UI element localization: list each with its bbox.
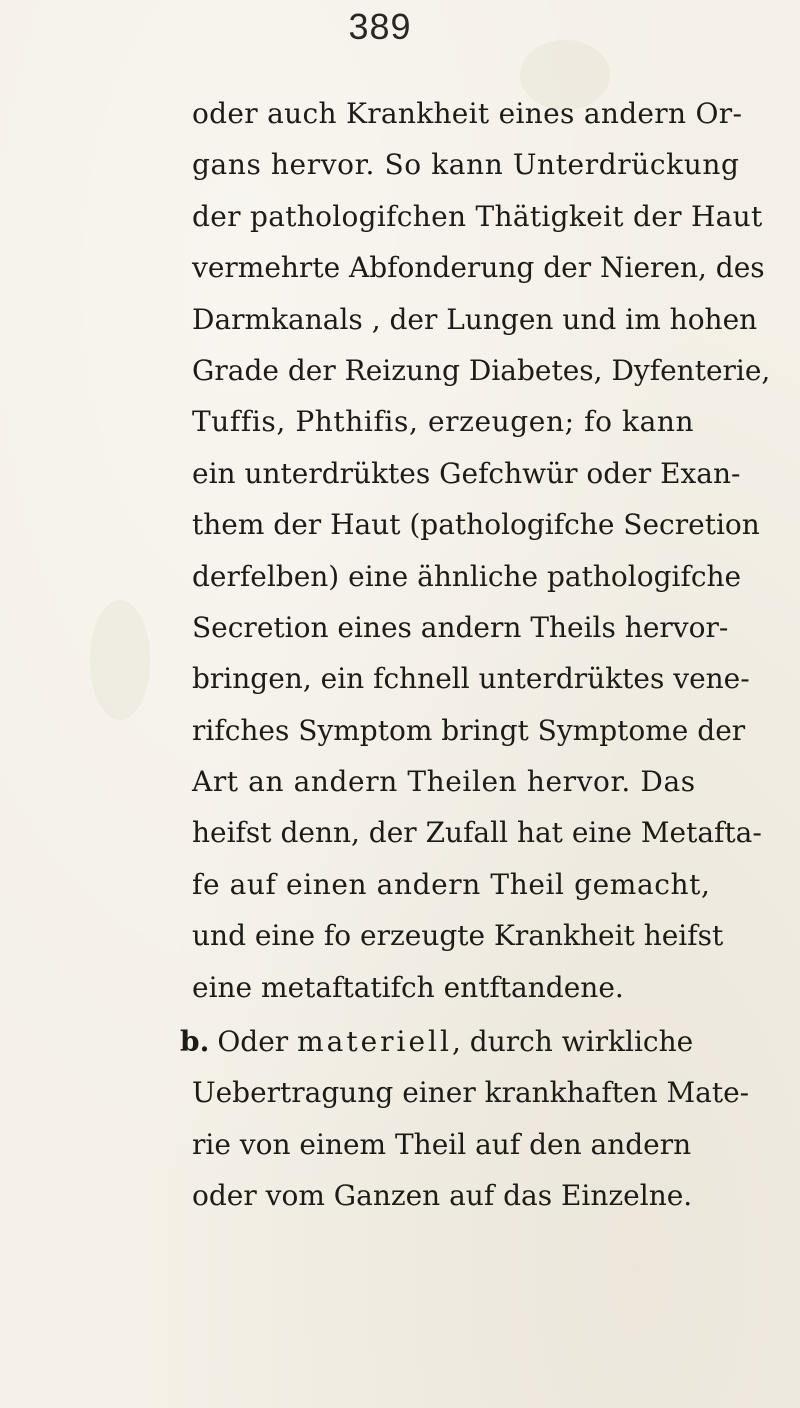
text-line: Secretion eines andern Theils hervor-	[192, 610, 729, 644]
text-fragment: Oder	[217, 1025, 289, 1058]
paragraph-b	[180, 1016, 792, 1222]
text-line: oder auch Krankheit eines andern Or-	[192, 97, 743, 130]
text-line: Uebertragung einer krankhaften Mate-	[192, 1076, 750, 1110]
text-line: und eine fo erzeugte Krankheit heifst	[192, 919, 724, 953]
text-line: bringen, ein fchnell unterdrüktes vene-	[192, 662, 750, 696]
text-line: rifches Symptom bringt Symptome der	[192, 713, 746, 747]
text-line: Tuffis, Phthifis, erzeugen; fo kann	[192, 405, 695, 439]
text-line: oder vom Ganzen auf das Einzelne.	[192, 1179, 693, 1213]
text-line: eine metaftatifch entftandene.	[192, 970, 624, 1004]
text-line: rie von einem Theil auf den andern	[192, 1127, 692, 1161]
text-line: vermehrte Abfonderung der Nieren, des	[192, 251, 765, 285]
text-line: der pathologifchen Thätigkeit der Haut	[192, 199, 763, 233]
paper-stain	[90, 600, 150, 720]
text-line: Darmkanals , der Lungen und im hohen	[192, 302, 758, 336]
text-fragment: , durch wirkliche	[451, 1025, 694, 1058]
text-line: ein unterdrüktes Gefchwür oder Exan-	[192, 456, 741, 490]
text-line: fe auf einen andern Theil gemacht,	[192, 867, 711, 901]
text-line: them der Haut (pathologifche Secretion	[192, 508, 760, 542]
text-line: derfelben) eine ähnliche pathologifche	[192, 559, 742, 593]
page-number: 389	[348, 6, 412, 47]
text-line	[180, 1016, 792, 1067]
section-marker: b.	[180, 1025, 210, 1058]
text-line: heifst denn, der Zufall hat eine Metafta-	[192, 816, 762, 850]
paragraph-a	[192, 88, 792, 1013]
text-line: Art an andern Theilen hervor. Das	[192, 765, 696, 799]
emphasized-word: materiell	[297, 1025, 452, 1058]
text-line: gans hervor. So kann Unterdrückung	[192, 148, 740, 182]
text-line: Grade der Reizung Diabetes, Dyfenterie,	[192, 353, 771, 387]
